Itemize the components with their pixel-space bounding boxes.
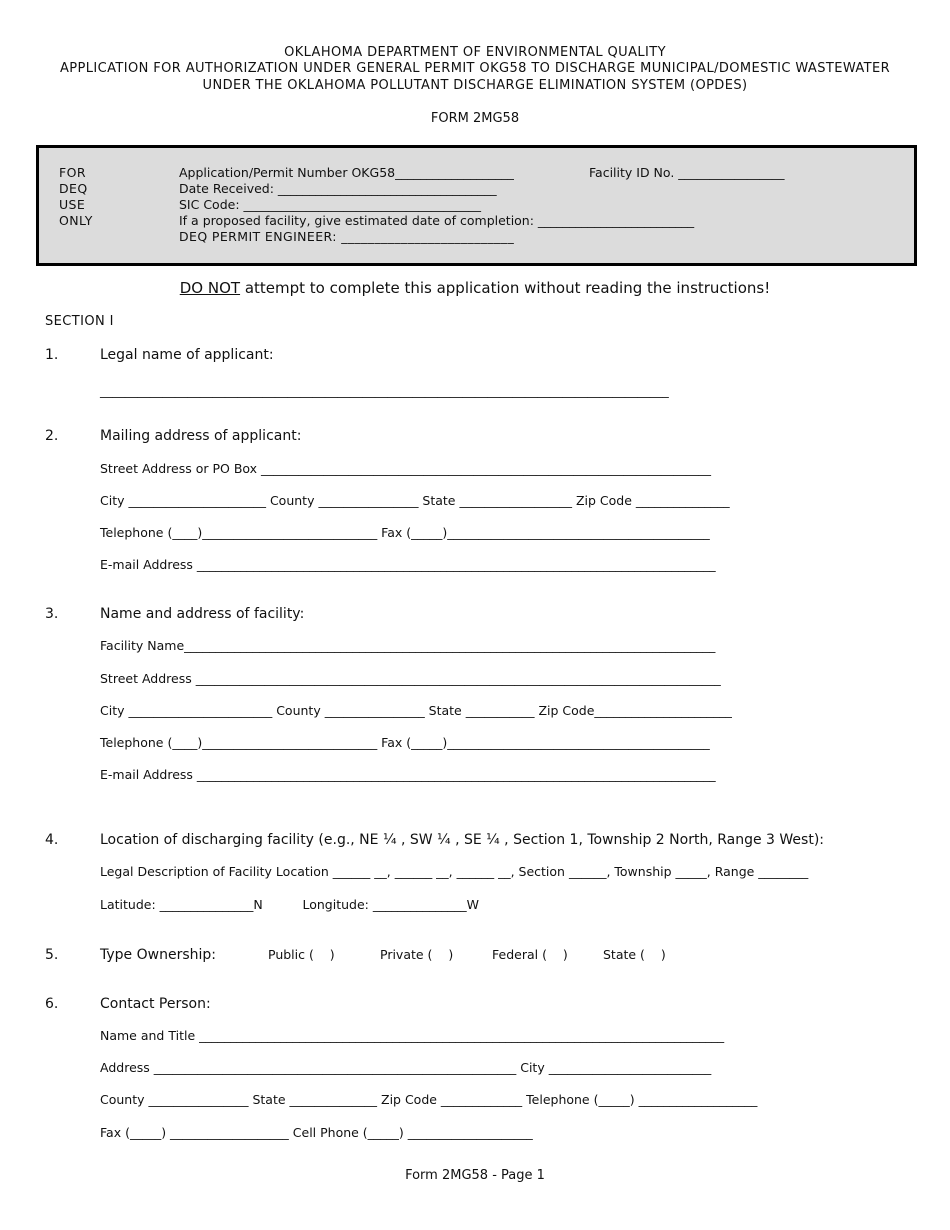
q5-label: Type Ownership: bbox=[100, 947, 216, 963]
facility-name-field[interactable]: Facility Name_____________________________________________________________________________________ bbox=[100, 638, 716, 653]
contact-county-row[interactable]: County ________________ State ______________ Zip Code _____________ Telephone (_____) ___________________ bbox=[100, 1092, 758, 1107]
q4-label: Location of discharging facility (e.g., NE ¼ , SW ¼ , SE ¼ , Section 1, Township 2 North, Range 3 West): bbox=[100, 832, 824, 848]
q6-label: Contact Person: bbox=[100, 996, 211, 1012]
section-title: SECTION I bbox=[45, 314, 114, 329]
system-title: UNDER THE OKLAHOMA POLLUTANT DISCHARGE ELIMINATION SYSTEM (OPDES) bbox=[202, 78, 748, 93]
office-label-use: USE bbox=[59, 197, 86, 212]
ownership-public-option[interactable]: Public ( ) bbox=[268, 947, 335, 962]
facility-city-row[interactable]: City _______________________ County ________________ State ___________ Zip Code______________________ bbox=[100, 703, 732, 718]
legal-description-row[interactable]: Legal Description of Facility Location ______ __, ______ __, ______ __, Section ______, Township _____, Range ________ bbox=[100, 864, 809, 879]
mailing-city-row[interactable]: City ______________________ County ________________ State __________________ Zip Code _______________ bbox=[100, 493, 730, 508]
facility-email-field[interactable]: E-mail Address ___________________________________________________________________________________ bbox=[100, 767, 716, 782]
instructions-notice bbox=[0, 279, 950, 297]
q1-number: 1. bbox=[45, 347, 59, 363]
facility-id-field[interactable]: Facility ID No. _________________ bbox=[589, 165, 785, 180]
q2-number: 2. bbox=[45, 428, 59, 444]
office-label-for: FOR bbox=[59, 165, 86, 180]
contact-name-field[interactable]: Name and Title ____________________________________________________________________________________ bbox=[100, 1028, 725, 1043]
office-label-only: ONLY bbox=[59, 213, 93, 228]
lat-long-row[interactable]: Latitude: _______________N Longitude: _______________W bbox=[100, 897, 479, 912]
sic-code-field[interactable]: SIC Code: ______________________________________ bbox=[179, 197, 482, 212]
mailing-street-field[interactable]: Street Address or PO Box ________________________________________________________________________ bbox=[100, 461, 712, 476]
mailing-email-field[interactable]: E-mail Address ___________________________________________________________________________________ bbox=[100, 557, 716, 572]
do-not-emphasis: DO NOT bbox=[179, 279, 241, 297]
deq-use-only-box bbox=[36, 145, 917, 266]
q3-label: Name and address of facility: bbox=[100, 606, 305, 622]
ownership-federal-option[interactable]: Federal ( ) bbox=[492, 947, 568, 962]
application-title: APPLICATION FOR AUTHORIZATION UNDER GENERAL PERMIT OKG58 TO DISCHARGE MUNICIPAL/DOMESTIC WASTEWATER bbox=[59, 61, 891, 76]
q6-number: 6. bbox=[45, 996, 59, 1012]
agency-title: OKLAHOMA DEPARTMENT OF ENVIRONMENTAL QUALITY bbox=[284, 45, 666, 60]
q2-label: Mailing address of applicant: bbox=[100, 428, 302, 444]
ownership-state-option[interactable]: State ( ) bbox=[603, 947, 666, 962]
office-label-deq: DEQ bbox=[59, 181, 88, 196]
mailing-phone-row[interactable]: Telephone (____)____________________________ Fax (_____)__________________________________________ bbox=[100, 525, 710, 540]
form-number: FORM 2MG58 bbox=[430, 111, 520, 126]
contact-fax-row[interactable]: Fax (_____) ___________________ Cell Phone (_____) ____________________ bbox=[100, 1125, 533, 1140]
facility-phone-row[interactable]: Telephone (____)____________________________ Fax (_____)__________________________________________ bbox=[100, 735, 710, 750]
q5-number: 5. bbox=[45, 947, 59, 963]
notice-text: attempt to complete this application without reading the instructions! bbox=[240, 279, 771, 297]
q1-label: Legal name of applicant: bbox=[100, 347, 274, 363]
permit-number-field[interactable]: Application/Permit Number OKG58___________________ bbox=[179, 165, 514, 180]
date-received-field[interactable]: Date Received: ___________________________________ bbox=[179, 181, 497, 196]
ownership-private-option[interactable]: Private ( ) bbox=[380, 947, 454, 962]
permit-engineer-field[interactable]: DEQ PERMIT ENGINEER: __________________________ bbox=[179, 229, 515, 244]
facility-street-field[interactable]: Street Address ____________________________________________________________________________________ bbox=[100, 671, 721, 686]
page-footer: Form 2MG58 - Page 1 bbox=[405, 1168, 545, 1183]
completion-date-field[interactable]: If a proposed facility, give estimated date of completion: _________________________ bbox=[179, 213, 695, 228]
q3-number: 3. bbox=[45, 606, 59, 622]
contact-address-row[interactable]: Address __________________________________________________________ City __________________________ bbox=[100, 1060, 712, 1075]
legal-name-field[interactable]: ___________________________________________________________________________________________ bbox=[100, 383, 669, 398]
q4-number: 4. bbox=[45, 832, 59, 848]
